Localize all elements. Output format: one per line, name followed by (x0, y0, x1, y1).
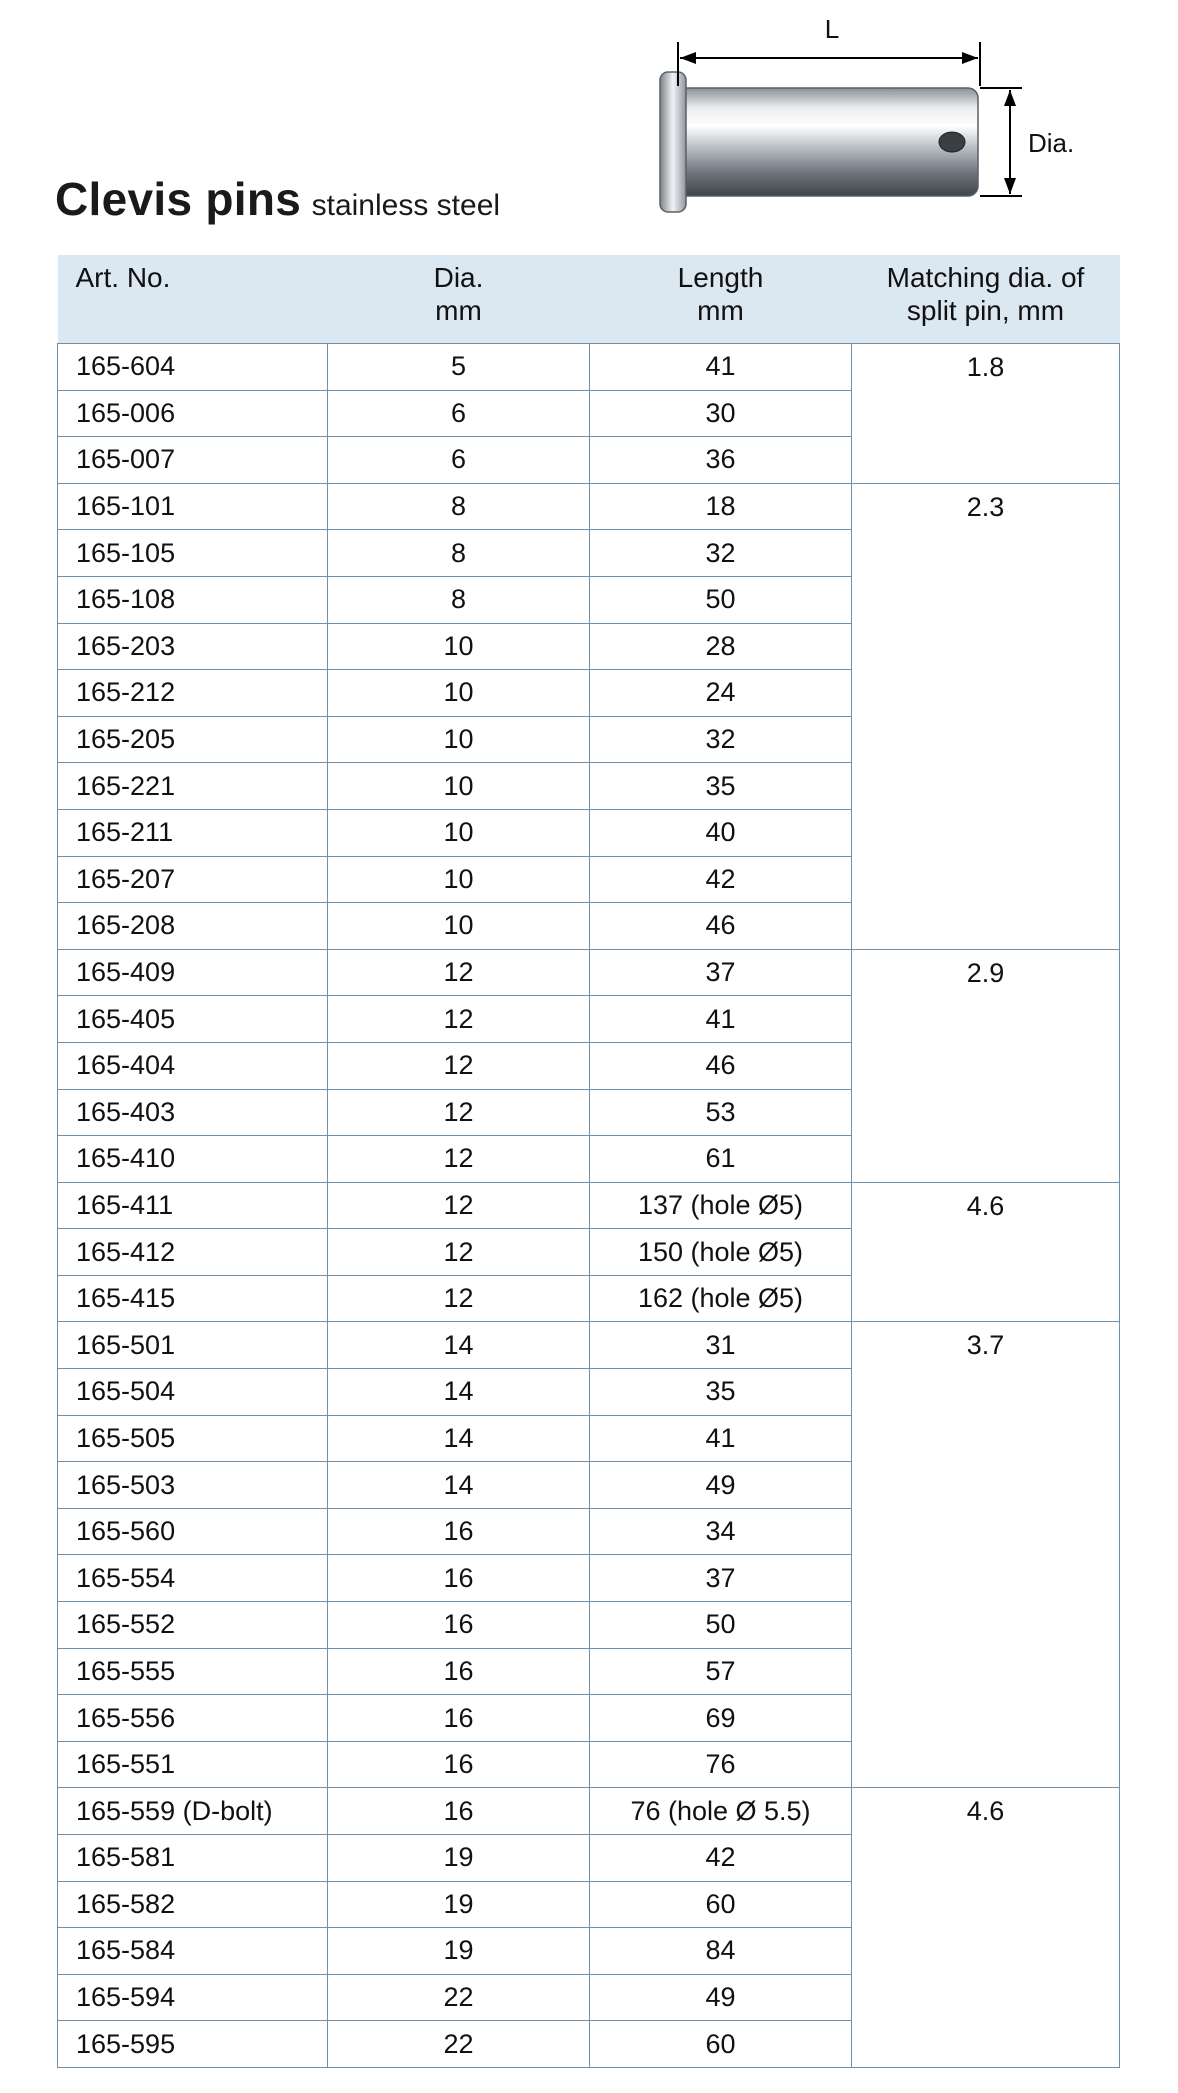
cell-art-no: 165-556 (58, 1695, 328, 1742)
cell-art-no: 165-581 (58, 1835, 328, 1882)
clevis-pin-diagram (640, 0, 1100, 230)
cell-art-no: 165-560 (58, 1508, 328, 1555)
cell-dia: 14 (328, 1415, 590, 1462)
cell-length: 41 (590, 1415, 852, 1462)
cell-dia: 14 (328, 1369, 590, 1416)
title-main: Clevis pins (55, 173, 302, 225)
cell-length: 30 (590, 390, 852, 437)
cell-dia: 6 (328, 390, 590, 437)
cell-art-no: 165-205 (58, 716, 328, 763)
cell-length: 32 (590, 530, 852, 577)
cell-length: 32 (590, 716, 852, 763)
cell-length: 31 (590, 1322, 852, 1369)
cell-dia: 12 (328, 1275, 590, 1322)
cell-dia: 19 (328, 1928, 590, 1975)
cell-art-no: 165-405 (58, 996, 328, 1043)
cell-length: 42 (590, 1835, 852, 1882)
cell-art-no: 165-203 (58, 623, 328, 670)
title-sub: stainless steel (311, 189, 501, 222)
cell-art-no: 165-552 (58, 1602, 328, 1649)
cell-length: 35 (590, 1369, 852, 1416)
cell-art-no: 165-212 (58, 670, 328, 717)
cell-length: 61 (590, 1136, 852, 1183)
cell-length: 76 (hole Ø 5.5) (590, 1788, 852, 1835)
cell-dia: 10 (328, 856, 590, 903)
cell-length: 150 (hole Ø5) (590, 1229, 852, 1276)
cell-art-no: 165-403 (58, 1089, 328, 1136)
cell-dia: 10 (328, 623, 590, 670)
cell-art-no: 165-504 (58, 1369, 328, 1416)
table-header (58, 255, 1120, 344)
cell-split-pin: 4.6 (852, 1788, 1120, 2068)
cell-art-no: 165-584 (58, 1928, 328, 1975)
cell-art-no: 165-503 (58, 1462, 328, 1509)
cell-art-no: 165-108 (58, 576, 328, 623)
cell-art-no: 165-555 (58, 1648, 328, 1695)
cell-art-no: 165-594 (58, 1974, 328, 2021)
table-row (58, 483, 1120, 530)
cell-dia: 14 (328, 1462, 590, 1509)
cell-length: 60 (590, 1881, 852, 1928)
cell-art-no: 165-604 (58, 344, 328, 391)
cell-art-no: 165-006 (58, 390, 328, 437)
cell-dia: 8 (328, 483, 590, 530)
cell-dia: 10 (328, 809, 590, 856)
cell-dia: 16 (328, 1602, 590, 1649)
cell-length: 18 (590, 483, 852, 530)
table-row (58, 949, 1120, 996)
header-dia: Dia. mm (328, 255, 590, 344)
cell-length: 34 (590, 1508, 852, 1555)
cell-art-no: 165-410 (58, 1136, 328, 1183)
dia-label: Dia. (1028, 128, 1075, 158)
cell-split-pin: 3.7 (852, 1322, 1120, 1788)
cell-art-no: 165-007 (58, 437, 328, 484)
cell-dia: 10 (328, 670, 590, 717)
cell-length: 41 (590, 996, 852, 1043)
cell-art-no: 165-554 (58, 1555, 328, 1602)
cell-length: 60 (590, 2021, 852, 2068)
table-row (58, 1788, 1120, 1835)
cell-split-pin: 2.9 (852, 949, 1120, 1182)
cell-art-no: 165-559 (D-bolt) (58, 1788, 328, 1835)
cell-art-no: 165-501 (58, 1322, 328, 1369)
cell-art-no: 165-595 (58, 2021, 328, 2068)
cell-dia: 12 (328, 949, 590, 996)
cell-art-no: 165-221 (58, 763, 328, 810)
cell-length: 35 (590, 763, 852, 810)
cell-length: 76 (590, 1741, 852, 1788)
header-art-no: Art. No. (58, 255, 328, 344)
cell-dia: 16 (328, 1741, 590, 1788)
cell-dia: 12 (328, 1089, 590, 1136)
cell-length: 40 (590, 809, 852, 856)
cell-dia: 12 (328, 1229, 590, 1276)
table-row (58, 1322, 1120, 1369)
cell-dia: 8 (328, 530, 590, 577)
cell-length: 37 (590, 1555, 852, 1602)
cell-art-no: 165-411 (58, 1182, 328, 1229)
cell-dia: 16 (328, 1695, 590, 1742)
cell-length: 69 (590, 1695, 852, 1742)
cell-dia: 10 (328, 903, 590, 950)
pin-head (660, 72, 686, 212)
cell-dia: 12 (328, 1042, 590, 1089)
cell-art-no: 165-211 (58, 809, 328, 856)
cell-art-no: 165-415 (58, 1275, 328, 1322)
cell-dia: 10 (328, 763, 590, 810)
cell-dia: 19 (328, 1835, 590, 1882)
cell-art-no: 165-208 (58, 903, 328, 950)
cell-dia: 16 (328, 1788, 590, 1835)
cell-dia: 16 (328, 1508, 590, 1555)
table-row (58, 1182, 1120, 1229)
cell-length: 46 (590, 1042, 852, 1089)
cell-length: 46 (590, 903, 852, 950)
cell-dia: 19 (328, 1881, 590, 1928)
cell-art-no: 165-101 (58, 483, 328, 530)
cell-dia: 12 (328, 1182, 590, 1229)
header-length: Length mm (590, 255, 852, 344)
header-split-pin: Matching dia. of split pin, mm (852, 255, 1120, 344)
length-label: L (824, 14, 840, 44)
cell-dia: 22 (328, 2021, 590, 2068)
table-body (58, 344, 1120, 2068)
cell-split-pin: 1.8 (852, 344, 1120, 484)
cell-dia: 12 (328, 1136, 590, 1183)
cell-length: 53 (590, 1089, 852, 1136)
cell-art-no: 165-409 (58, 949, 328, 996)
cell-dia: 10 (328, 716, 590, 763)
cell-dia: 6 (328, 437, 590, 484)
cell-art-no: 165-105 (58, 530, 328, 577)
cell-length: 41 (590, 344, 852, 391)
cell-dia: 14 (328, 1322, 590, 1369)
pin-body (676, 88, 978, 196)
cell-art-no: 165-404 (58, 1042, 328, 1089)
cell-art-no: 165-551 (58, 1741, 328, 1788)
cell-dia: 16 (328, 1648, 590, 1695)
cell-art-no: 165-412 (58, 1229, 328, 1276)
cell-length: 137 (hole Ø5) (590, 1182, 852, 1229)
cell-length: 42 (590, 856, 852, 903)
cell-length: 84 (590, 1928, 852, 1975)
page-title (55, 172, 500, 226)
cell-art-no: 165-582 (58, 1881, 328, 1928)
cell-length: 36 (590, 437, 852, 484)
cell-length: 37 (590, 949, 852, 996)
cell-length: 49 (590, 1462, 852, 1509)
cell-dia: 22 (328, 1974, 590, 2021)
cell-art-no: 165-207 (58, 856, 328, 903)
cell-length: 162 (hole Ø5) (590, 1275, 852, 1322)
cell-split-pin: 4.6 (852, 1182, 1120, 1322)
clevis-pin-table (57, 255, 1120, 2068)
cell-length: 50 (590, 576, 852, 623)
table-row (58, 344, 1120, 391)
cell-dia: 12 (328, 996, 590, 1043)
cell-length: 57 (590, 1648, 852, 1695)
cell-dia: 5 (328, 344, 590, 391)
cell-length: 50 (590, 1602, 852, 1649)
cell-length: 28 (590, 623, 852, 670)
cell-dia: 16 (328, 1555, 590, 1602)
cell-length: 49 (590, 1974, 852, 2021)
cell-length: 24 (590, 670, 852, 717)
cell-art-no: 165-505 (58, 1415, 328, 1462)
cell-dia: 8 (328, 576, 590, 623)
pin-hole (939, 132, 965, 152)
cell-split-pin: 2.3 (852, 483, 1120, 949)
